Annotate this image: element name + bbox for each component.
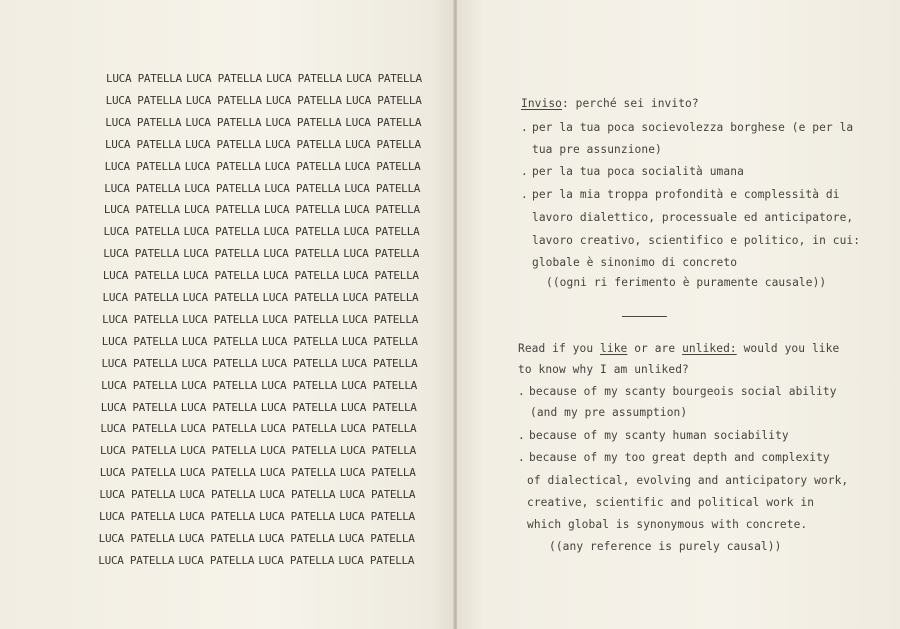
repeated-name: LUCA PATELLA [105, 115, 182, 129]
name-row [0, 72, 455, 90]
repeated-name: LUCA PATELLA [261, 356, 338, 370]
name-row [0, 313, 455, 331]
repeated-name: LUCA PATELLA [185, 93, 262, 107]
name-row [0, 116, 455, 134]
repeated-name: LUCA PATELLA [258, 531, 335, 545]
repeated-name: LUCA PATELLA [263, 247, 340, 261]
english-bullet-3-line-1: because of my too great depth and complexity [529, 451, 830, 464]
repeated-name: LUCA PATELLA [264, 159, 341, 173]
repeated-name: LUCA PATELLA [340, 444, 416, 458]
repeated-name: LUCA PATELLA [104, 159, 181, 173]
repeated-name: LUCA PATELLA [266, 72, 342, 85]
english-intro-unliked: unliked: [682, 342, 737, 355]
bullet-mark: . [521, 165, 528, 178]
name-row [0, 138, 455, 156]
repeated-name: LUCA PATELLA [101, 334, 178, 348]
name-row [0, 357, 455, 375]
repeated-name: LUCA PATELLA [106, 72, 182, 85]
repeated-name: LUCA PATELLA [339, 466, 416, 480]
repeated-name: LUCA PATELLA [99, 488, 176, 502]
repeated-name: LUCA PATELLA [341, 334, 418, 348]
repeated-name: LUCA PATELLA [339, 488, 416, 502]
bullet-mark: . [518, 451, 525, 464]
repeated-name: LUCA PATELLA [178, 531, 255, 545]
repeated-name: LUCA PATELLA [100, 422, 177, 436]
bullet-mark: . [518, 429, 525, 442]
repeated-name: LUCA PATELLA [261, 334, 338, 348]
repeated-name: LUCA PATELLA [181, 378, 257, 392]
repeated-name: LUCA PATELLA [99, 510, 175, 523]
english-intro-line [518, 342, 839, 355]
repeated-name: LUCA PATELLA [262, 269, 339, 283]
name-row [0, 422, 455, 440]
repeated-name: LUCA PATELLA [264, 181, 341, 195]
italian-heading-rest: : perché sei invito? [562, 97, 699, 110]
repeated-name: LUCA PATELLA [178, 553, 255, 567]
repeated-name: LUCA PATELLA [103, 247, 180, 261]
repeated-name: LUCA PATELLA [98, 553, 175, 567]
repeated-name: LUCA PATELLA [182, 291, 259, 304]
section-divider [622, 316, 667, 317]
english-bullet-3 [518, 451, 830, 464]
name-row [0, 291, 455, 309]
repeated-name: LUCA PATELLA [184, 181, 261, 195]
repeated-name: LUCA PATELLA [185, 115, 262, 129]
repeated-name: LUCA PATELLA [346, 72, 422, 85]
italian-heading-line [521, 97, 699, 110]
repeated-name: LUCA PATELLA [259, 466, 336, 480]
name-row [0, 488, 455, 506]
name-row [0, 94, 455, 112]
repeated-name: LUCA PATELLA [103, 225, 180, 239]
repeated-name: LUCA PATELLA [343, 247, 420, 261]
repeated-name: LUCA PATELLA [104, 137, 181, 151]
repeated-name: LUCA PATELLA [183, 203, 260, 217]
name-row [0, 269, 455, 287]
name-row [0, 510, 455, 528]
repeated-name: LUCA PATELLA [184, 137, 261, 151]
english-bullet-1-line-1: because of my scanty bourgeois social ability [529, 385, 837, 398]
repeated-name: LUCA PATELLA [183, 225, 260, 239]
repeated-name: LUCA PATELLA [260, 400, 337, 414]
italian-bullet-3-line-4: globale è sinonimo di concreto [532, 256, 738, 269]
bullet-mark: . [518, 385, 525, 398]
name-row [0, 182, 455, 200]
repeated-name: LUCA PATELLA [98, 531, 175, 545]
repeated-name: LUCA PATELLA [258, 553, 335, 567]
repeated-name: LUCA PATELLA [181, 356, 258, 370]
english-intro-like: like [600, 342, 628, 355]
italian-bullet-3-line-1: per la mia troppa profondità e complessità di [532, 188, 840, 201]
repeated-name: LUCA PATELLA [263, 203, 340, 217]
repeated-name: LUCA PATELLA [259, 488, 336, 502]
repeated-name: LUCA PATELLA [342, 312, 419, 326]
repeated-name: LUCA PATELLA [262, 312, 339, 326]
english-intro-line-2: to know why I am unliked? [518, 363, 689, 376]
repeated-name: LUCA PATELLA [101, 356, 178, 370]
repeated-name: LUCA PATELLA [104, 181, 181, 195]
right-page [457, 0, 900, 629]
english-bullet-3-line-3: creative, scientific and political work in [527, 496, 815, 509]
repeated-name: LUCA PATELLA [180, 422, 257, 436]
name-row [0, 401, 455, 419]
repeated-name: LUCA PATELLA [182, 269, 259, 283]
repeated-name: LUCA PATELLA [261, 378, 337, 392]
repeated-name: LUCA PATELLA [345, 115, 422, 129]
repeated-name: LUCA PATELLA [338, 531, 415, 545]
repeated-name: LUCA PATELLA [345, 93, 422, 107]
repeated-name: LUCA PATELLA [343, 225, 420, 239]
repeated-name: LUCA PATELLA [179, 510, 255, 523]
repeated-name: LUCA PATELLA [184, 159, 261, 173]
repeated-name: LUCA PATELLA [179, 466, 256, 480]
name-row [0, 444, 455, 462]
name-row [0, 335, 455, 353]
repeated-name: LUCA PATELLA [100, 444, 176, 458]
italian-bullet-3-line-2: lavoro dialettico, processuale ed anticipatore, [532, 211, 854, 224]
name-row [0, 247, 455, 265]
repeated-name: LUCA PATELLA [264, 137, 341, 151]
italian-bullet-2 [521, 165, 744, 178]
repeated-name: LUCA PATELLA [344, 159, 421, 173]
repeated-name: LUCA PATELLA [344, 137, 421, 151]
repeated-name: LUCA PATELLA [100, 400, 177, 414]
repeated-name: LUCA PATELLA [181, 334, 258, 348]
repeated-name: LUCA PATELLA [179, 488, 256, 502]
repeated-name: LUCA PATELLA [340, 400, 417, 414]
repeated-name: LUCA PATELLA [260, 444, 336, 458]
italian-bullet-1-line-1: per la tua poca socievolezza borghese (e per la [532, 121, 854, 134]
name-row [0, 554, 455, 572]
italian-bullet-1 [521, 121, 853, 134]
italian-bullet-2-line-1: per la tua poca socialità umana [532, 165, 744, 178]
repeated-name: LUCA PATELLA [265, 115, 342, 129]
repeated-name: LUCA PATELLA [260, 422, 337, 436]
italian-heading: Inviso [521, 97, 563, 110]
name-row [0, 466, 455, 484]
name-row [0, 160, 455, 178]
english-note: ((any reference is purely causal)) [549, 540, 782, 553]
repeated-name: LUCA PATELLA [180, 400, 257, 414]
repeated-name: LUCA PATELLA [102, 269, 179, 283]
repeated-name: LUCA PATELLA [341, 378, 417, 392]
repeated-name: LUCA PATELLA [99, 466, 176, 480]
name-row [0, 225, 455, 243]
english-bullet-3-line-2: of dialectical, evolving and anticipatory work, [527, 474, 849, 487]
repeated-name: LUCA PATELLA [102, 291, 179, 304]
repeated-name: LUCA PATELLA [102, 312, 179, 326]
repeated-name: LUCA PATELLA [182, 312, 259, 326]
repeated-name: LUCA PATELLA [340, 422, 417, 436]
repeated-name: LUCA PATELLA [263, 225, 340, 239]
english-bullet-2-line-1: because of my scanty human sociability [529, 429, 789, 442]
name-row [0, 203, 455, 221]
bullet-mark: . [521, 188, 528, 201]
repeated-name: LUCA PATELLA [103, 203, 180, 217]
italian-bullet-3-line-3: lavoro creativo, scientifico e politico, in cui: [532, 234, 861, 247]
english-intro-part-2: or are [627, 342, 683, 355]
repeated-name: LUCA PATELLA [105, 93, 182, 107]
repeated-name: LUCA PATELLA [259, 510, 335, 523]
english-bullet-2 [518, 429, 789, 442]
name-row [0, 532, 455, 550]
italian-bullet-1-line-2: tua pre assunzione) [532, 143, 662, 156]
name-row [0, 379, 455, 397]
repeated-name: LUCA PATELLA [262, 291, 339, 304]
repeated-name: LUCA PATELLA [344, 181, 421, 195]
english-bullet-1 [518, 385, 837, 398]
english-bullet-1-line-2: (and my pre assumption) [530, 406, 688, 419]
repeated-name: LUCA PATELLA [342, 291, 419, 304]
repeated-name: LUCA PATELLA [265, 93, 342, 107]
repeated-name: LUCA PATELLA [342, 269, 419, 283]
repeated-name: LUCA PATELLA [338, 553, 415, 567]
italian-bullet-3 [521, 188, 840, 201]
repeated-name: LUCA PATELLA [341, 356, 418, 370]
english-intro-part-1: Read if you [518, 342, 601, 355]
bullet-mark: . [521, 121, 528, 134]
repeated-name: LUCA PATELLA [339, 510, 415, 523]
repeated-name: LUCA PATELLA [101, 378, 177, 392]
english-intro-part-3: would you like [736, 342, 840, 355]
repeated-name: LUCA PATELLA [186, 72, 262, 85]
english-bullet-3-line-4: which global is synonymous with concrete. [527, 518, 808, 531]
repeated-name: LUCA PATELLA [180, 444, 256, 458]
italian-note: ((ogni ri ferimento è puramente causale)) [546, 276, 827, 289]
repeated-name: LUCA PATELLA [183, 247, 260, 261]
repeated-name: LUCA PATELLA [343, 203, 420, 217]
